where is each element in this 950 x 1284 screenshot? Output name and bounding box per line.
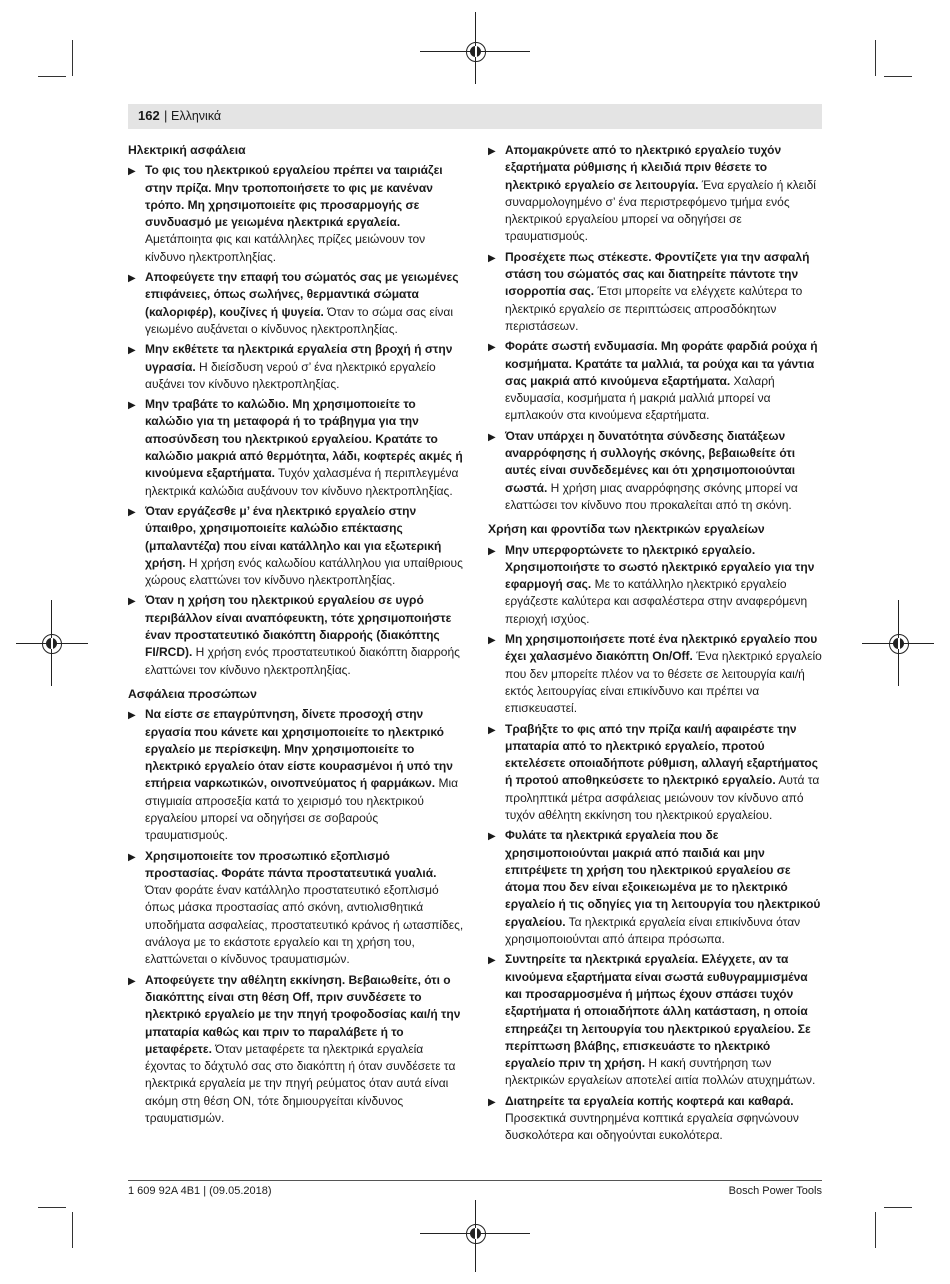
crop-mark [884, 76, 912, 77]
footer-divider [128, 1180, 822, 1181]
crop-mark [875, 1212, 876, 1248]
list-item: ▶ Διατηρείτε τα εργαλεία κοπής κοφτερά και καθαρά. Προσεκτικά συντηρημένα κοπτικά εργαλεία σφηνώνουν δυσκολότερα και οδηγούνται ευκολότερα. [488, 1093, 822, 1145]
personal-safety-list [128, 706, 464, 1127]
list-item: ▶ Μην τραβάτε το καλώδιο. Μη χρησιμοποιείτε το καλώδιο για τη μεταφορά ή το τράβηγμα για την αποσύνδεση του ηλεκτρικού εργαλείου. Κρατάτε το καλώδιο μακριά από θερμότητα, λάδι, κοφτερές ακμές ή κινούμενα εξαρτήματα. Τυχόν χαλασμένα ή περιπλεγμένα ηλεκτρικά καλώδια αυξάνουν τον κίνδυνο ηλεκτροπληξίας. [128, 396, 464, 500]
footer-brand: Bosch Power Tools [728, 1185, 822, 1197]
section-title-personal-safety: Ασφάλεια προσώπων [128, 686, 257, 701]
crop-mark [38, 76, 66, 77]
list-item: ▶ Αποφεύγετε την αθέλητη εκκίνηση. Βεβαιωθείτε, ότι ο διακόπτης είναι στη θέση Off, πριν συνδέσετε το ηλεκτρικό εργαλείο με την πηγή τροφοδοσίας και/ή την μπαταρία καθώς και πριν το παραλάβετε ή το μεταφέρετε. Όταν μεταφέρετε τα ηλεκτρικά εργαλεία έχοντας το δάχτυλό σας στο διακόπτη ή όταν συνδέσετε τα ηλεκτρικά εργαλεία με την πηγή ρεύματος όταν αυτά είναι ακόμη στη θέση ON, τότε δημιουργείται κίνδυνος τραυματισμών. [128, 972, 464, 1128]
list-item: ▶ Φυλάτε τα ηλεκτρικά εργαλεία που δε χρησιμοποιούνται μακριά από παιδιά και μην επιτρέψετε τη χρήση του ηλεκτρικού εργαλείου σε άτομα που δεν είναι εξοικειωμένα με το ηλεκτρικό εργαλείο ή τις οδηγίες για τη λειτουργία του ηλεκτρικού εργαλείου. Τα ηλεκτρικά εργαλεία είναι επικίνδυνα όταν χρησιμοποιούνται από άπειρα πρόσωπα. [488, 827, 822, 948]
list-item: ▶ Χρησιμοποιείτε τον προσωπικό εξοπλισμό προστασίας. Φοράτε πάντα προστατευτικά γυαλιά. Όταν φοράτε έναν κατάλληλο προστατευτικό εξοπλισμό όπως μάσκα προστασίας από σκόνη, αντιολισθητικά υποδήματα ασφαλείας, προστατευτικό κράνος ή ωτασπίδες, ανάλογα με το εκάστοτε εργαλείο και τη χρήση του, ελαττώνεται ο κίνδυνος τραυματισμών. [128, 848, 464, 969]
crop-mark [38, 1207, 66, 1208]
list-item: ▶ Τραβήξτε το φις από την πρίζα και/ή αφαιρέστε την μπαταρία από το ηλεκτρικό εργαλείο, προτού εκτελέσετε οποιαδήποτε ρύθμιση, αλλαγή εξαρτήματος ή προτού αποθηκεύσετε το ηλεκτρικό εργαλείο. Αυτά τα προληπτικά μέτρα ασφάλειας μειώνουν τον κίνδυνο από τυχόν αθέλητη εκκίνηση του ηλεκτρικού εργαλείου. [488, 721, 822, 825]
list-item: ▶ Προσέχετε πως στέκεστε. Φροντίζετε για την ασφαλή στάση του σώματός σας και διατηρείτε πάντοτε την ισορροπία σας. Έτσι μπορείτε να ελέγχετε καλύτερα το ηλεκτρικό εργαλείο σε περιπτώσεις απροσδόκητων περιστάσεων. [488, 249, 822, 335]
crop-mark [884, 1207, 912, 1208]
document-code: 1 609 92A 4B1 | (09.05.2018) [128, 1185, 272, 1197]
list-item: ▶ Μη χρησιμοποιήσετε ποτέ ένα ηλεκτρικό εργαλείο που έχει χαλασμένο διακόπτη On/Off. Ένα ηλεκτρικό εργαλείο που δεν μπορείτε πλέον να το θέσετε σε λειτουργία και/ή εκτός λειτουργίας είναι επικίνδυνο και πρέπει να επισκευαστεί. [488, 631, 822, 717]
section-title-tool-use-care: Χρήση και φροντίδα των ηλεκτρικών εργαλείων [488, 522, 765, 537]
page-separator: | [164, 108, 168, 123]
list-item: ▶ Το φις του ηλεκτρικού εργαλείου πρέπει να ταιριάζει στην πρίζα. Μην τροποποιήσετε το φις με κανέναν τρόπο. Μη χρησιμοποιείτε φις προσαρμογής σε συνδυασμό με γειωμένα ηλεκτρικά εργαλεία. Αμετάποιητα φις και κατάλληλες πρίζες μειώνουν τον κίνδυνο ηλεκτροπληξίας. [128, 162, 464, 266]
registration-mark-icon [42, 634, 62, 654]
page-number: 162 [138, 108, 160, 123]
list-item: ▶ Μην υπερφορτώνετε το ηλεκτρικό εργαλείο. Χρησιμοποιήστε το σωστό ηλεκτρικό εργαλείο για την εφαρμογή σας. Με το κατάλληλο ηλεκτρικό εργαλείο εργάζεστε καλύτερα και ασφαλέστερα στην αναφερόμενη περιοχή ισχύος. [488, 542, 822, 628]
list-item: ▶ Όταν υπάρχει η δυνατότητα σύνδεσης διατάξεων αναρρόφησης ή συλλογής σκόνης, βεβαιωθείτε ότι αυτές είναι συνδεδεμένες και ότι χρησιμοποιούνται σωστά. Η χρήση μιας αναρρόφησης σκόνης μπορεί να ελαττώσει τον κίνδυνο που προκαλείται από τη σκόνη. [488, 428, 822, 514]
list-item: ▶ Όταν εργάζεσθε μ’ ένα ηλεκτρικό εργαλείο στην ύπαιθρο, χρησιμοποιείτε καλώδιο επέκτασης (μπαλαντέζα) που είναι κατάλληλο και για εξωτερική χρήση. Η χρήση ενός καλωδίου κατάλληλου για υπαίθριους χώρους ελαττώνει τον κίνδυνο ηλεκτροπληξίας. [128, 503, 464, 589]
list-item: ▶ Μην εκθέτετε τα ηλεκτρικά εργαλεία στη βροχή ή στην υγρασία. Η διείσδυση νερού σ’ ένα ηλεκτρικό εργαλείο αυξάνει τον κίνδυνο ηλεκτροπληξίας. [128, 341, 464, 393]
left-column [128, 142, 464, 1130]
crop-mark [72, 40, 73, 76]
page-header [128, 104, 822, 129]
registration-mark-icon [889, 634, 909, 654]
section-title-electrical-safety: Ηλεκτρική ασφάλεια [128, 143, 246, 157]
tool-use-care-list [488, 542, 822, 1145]
registration-mark-icon [466, 42, 486, 62]
crop-mark [875, 40, 876, 76]
list-item: ▶ Όταν η χρήση του ηλεκτρικού εργαλείου σε υγρό περιβάλλον είναι αναπόφευκτη, τότε χρησιμοποιήστε έναν προστατευτικό διακόπτη διαρροής (διακόπτης FI/RCD). Η χρήση ενός προστατευτικού διακόπτη διαρροής ελαττώνει τον κίνδυνο ηλεκτροπληξίας. [128, 592, 464, 678]
registration-mark-icon [466, 1224, 486, 1244]
list-item: ▶ Να είστε σε επαγρύπνηση, δίνετε προσοχή στην εργασία που κάνετε και χρησιμοποιείτε το ηλεκτρικό εργαλείο με περίσκεψη. Μην χρησιμοποιείτε το ηλεκτρικό εργαλείο όταν είστε κουρασμένοι ή υπό την επήρεια ναρκωτικών, οινοπνεύματος ή φαρμάκων. Μια στιγμιαία απροσεξία κατά το χειρισμό του ηλεκτρικού εργαλείου μπορεί να οδηγήσει σε σοβαρούς τραυματισμούς. [128, 706, 464, 844]
right-column [488, 142, 822, 1148]
list-item: ▶ Συντηρείτε τα ηλεκτρικά εργαλεία. Ελέγχετε, αν τα κινούμενα εξαρτήματα είναι σωστά ευθυγραμμισμένα και προσαρμοσμένα ή μήπως έχουν σπάσει τυχόν εξαρτήματα ή οποιαδήποτε άλλη κατάσταση, η οποία επηρεάζει τη λειτουργία του ηλεκτρικού εργαλείου. Σε περίπτωση βλάβης, επισκευάστε το ηλεκτρικό εργαλείο πριν τη χρήση. Η κακή συντήρηση των ηλεκτρικών εργαλείων αποτελεί αιτία πολλών ατυχημάτων. [488, 951, 822, 1089]
crop-mark [72, 1212, 73, 1248]
electrical-safety-list [128, 162, 464, 679]
list-item: ▶ Φοράτε σωστή ενδυμασία. Μη φοράτε φαρδιά ρούχα ή κοσμήματα. Κρατάτε τα μαλλιά, τα ρούχα και τα γάντια σας μακριά από κινούμενα εξαρτήματα. Χαλαρή ενδυμασία, κοσμήματα ή μακριά μαλλιά μπορεί να εμπλακούν στα κινούμενα εξαρτήματα. [488, 338, 822, 424]
list-item: ▶ Απομακρύνετε από το ηλεκτρικό εργαλείο τυχόν εξαρτήματα ρύθμισης ή κλειδιά πριν θέσετε το ηλεκτρικό εργαλείο σε λειτουργία. Ένα εργαλείο ή κλειδί συναρμολογημένο σ’ ένα περιστρεφόμενο τμήμα ενός ηλεκτρικού εργαλείου μπορεί να οδηγήσει σε τραυματισμούς. [488, 142, 822, 246]
list-item: ▶ Αποφεύγετε την επαφή του σώματός σας με γειωμένες επιφάνειες, όπως σωλήνες, θερμαντικά σώματα (καλοριφέρ), κουζίνες ή ψυγεία. Όταν το σώμα σας είναι γειωμένο αυξάνεται ο κίνδυνος ηλεκτροπληξίας. [128, 269, 464, 338]
personal-safety-list-continued [488, 142, 822, 514]
page-language: Ελληνικά [171, 109, 222, 123]
